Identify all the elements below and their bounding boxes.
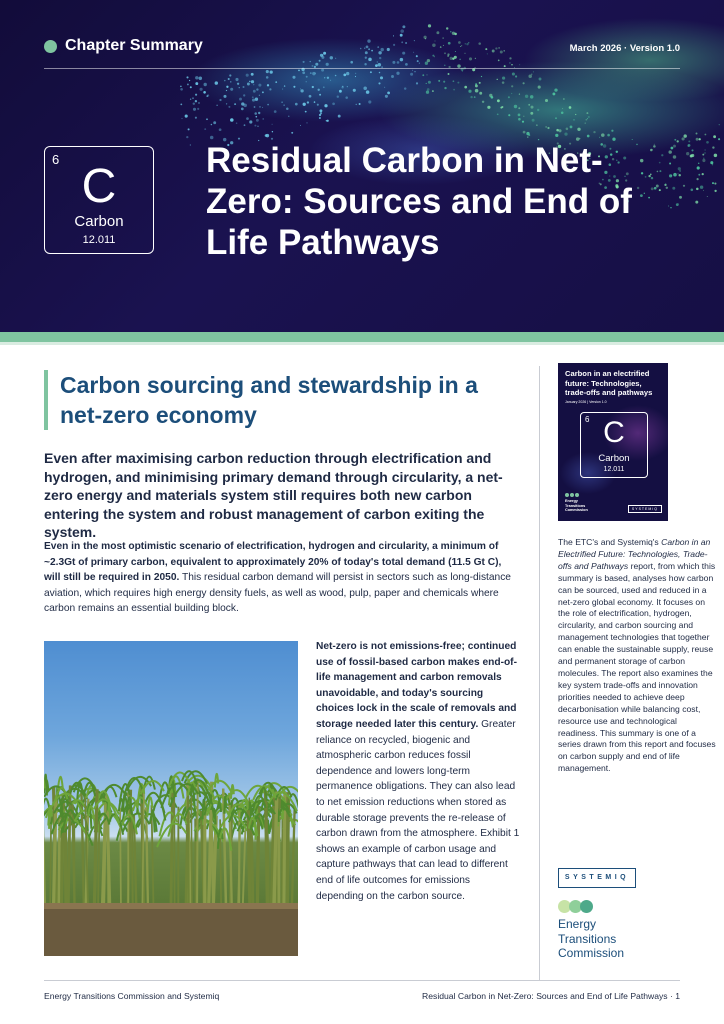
etc-dot <box>580 900 593 913</box>
version-label: March 2026 · Version 1.0 <box>569 43 680 54</box>
element-number: 6 <box>52 152 60 167</box>
para1-text: This residual carbon demand will persist in sectors such as long-distance aviation, which requires high energy density fuels, as well as wood, pulp, paper and chemicals where carbon remains an essential building block. <box>44 572 511 615</box>
element-symbol: C <box>81 160 117 213</box>
element-name: Carbon <box>74 213 124 230</box>
cover-logo-line1: Energy <box>565 499 578 503</box>
sugarcane-field-photo <box>44 641 298 956</box>
page-title: Residual Carbon in Net-Zero: Sources and End of Life Pathways <box>206 141 632 262</box>
cover-element-mass: 12.011 <box>603 466 625 473</box>
cover-element-symbol: C <box>603 416 625 449</box>
sidebar-text-2: report, from which this summary is based, analyses how carbon can be sourced, used and reduced in a net-zero global economy. It focuses on the role of electrification, hydrogen, circularity, and carbon sourcing and management technologies that together can enable the sustainable supply, reuse and permanent storage of carbon molecules. The report also examines the key system trade-offs and innovation priorities needed to achieve deep decarbonisation while balancing cost, resource use and technological readiness. This summary is one of a series drawn from this report and focuses on carbon supply and end of life management. <box>558 560 716 774</box>
etc-logo-dots-icon <box>558 900 591 913</box>
accent-band-light <box>0 342 724 345</box>
cover-title: Carbon in an electrified future: Technologies, trade-offs and pathways <box>565 369 653 397</box>
para1-bold: Even in the most optimistic scenario of electrification, hydrogen and circularity, a minimum of ~2.3Gt of primary carbon, equivalent to approximately 20% of today's total demand (11.5 Gt C), will still be required in 2050. <box>44 541 502 584</box>
section-title: Carbon sourcing and stewardship in a net-zero economy <box>44 370 504 430</box>
cover-logo-line2: Transitions <box>565 503 586 508</box>
sidebar-text-1: The ETC's and Systemiq's <box>558 537 662 547</box>
sugarcane-illustration <box>44 641 298 956</box>
cover-version: January 2026 | Version 1.0 <box>565 400 607 404</box>
report-title-link: Carbon in an Electrified Future: Technologies, Trade-offs and Pathways <box>558 537 711 571</box>
header-divider <box>44 68 680 69</box>
chapter-dot-icon <box>44 40 57 53</box>
cover-systemiq-logo: SYSTEMIQ <box>628 505 662 513</box>
hero-banner <box>0 0 724 332</box>
para2-text: Greater reliance on recycled, biogenic and atmospheric carbon reduces fossil dependence and lowers long-term permanence obligations. They can also lead to net emission reductions when stored as durable storage prevents the re-release of carbon drawn from the atmosphere. Exhibit 1 shows an example of carbon usage and capture pathways that can lead to different end of life outcomes for emissions depending on the carbon source. <box>316 718 520 902</box>
chapter-label: Chapter Summary <box>65 37 203 54</box>
lead-paragraph: Even after maximising carbon reduction through electrification and hydrogen, and minimising primary demand through circularity, a net-zero energy and materials system still requires both new carbon entering the system and robust management of carbon exiting the system. <box>44 450 503 540</box>
chapter-tag <box>44 37 203 55</box>
cover-element-number: 6 <box>585 415 590 424</box>
element-mass: 12.011 <box>82 234 116 246</box>
etc-logo-text <box>558 917 678 961</box>
cover-element-name: Carbon <box>598 453 630 464</box>
systemiq-logo: SYSTEMIQ <box>558 868 636 888</box>
sidebar-description <box>558 537 718 775</box>
body-paragraph-2 <box>316 639 520 904</box>
accent-band <box>0 332 724 342</box>
etc-line-3: Commission <box>558 946 625 960</box>
etc-line-1: Energy <box>558 917 597 931</box>
para2-bold: Net-zero is not emissions-free; continued use of fossil-based carbon makes end-of-life management and carbon removals unavoidable, and today's sourcing choices lock in the scale of removals and storage needed later this century. <box>316 641 517 730</box>
body-paragraph-1 <box>44 539 520 617</box>
carbon-element-tile <box>44 146 154 254</box>
report-cover-thumbnail[interactable] <box>558 363 668 521</box>
footer-divider <box>44 980 680 981</box>
cover-element-tile <box>580 412 648 478</box>
etc-line-2: Transitions <box>558 931 617 946</box>
cover-etc-logo <box>565 493 588 513</box>
footer-page-label: Residual Carbon in Net-Zero: Sources and End of Life Pathways · 1 <box>422 991 680 1001</box>
cover-logo-dots-icon <box>565 493 588 497</box>
sidebar-divider <box>539 366 540 980</box>
cover-logo-line3: Commission <box>565 508 588 512</box>
footer-organisations: Energy Transitions Commission and Systemiq <box>44 991 220 1001</box>
